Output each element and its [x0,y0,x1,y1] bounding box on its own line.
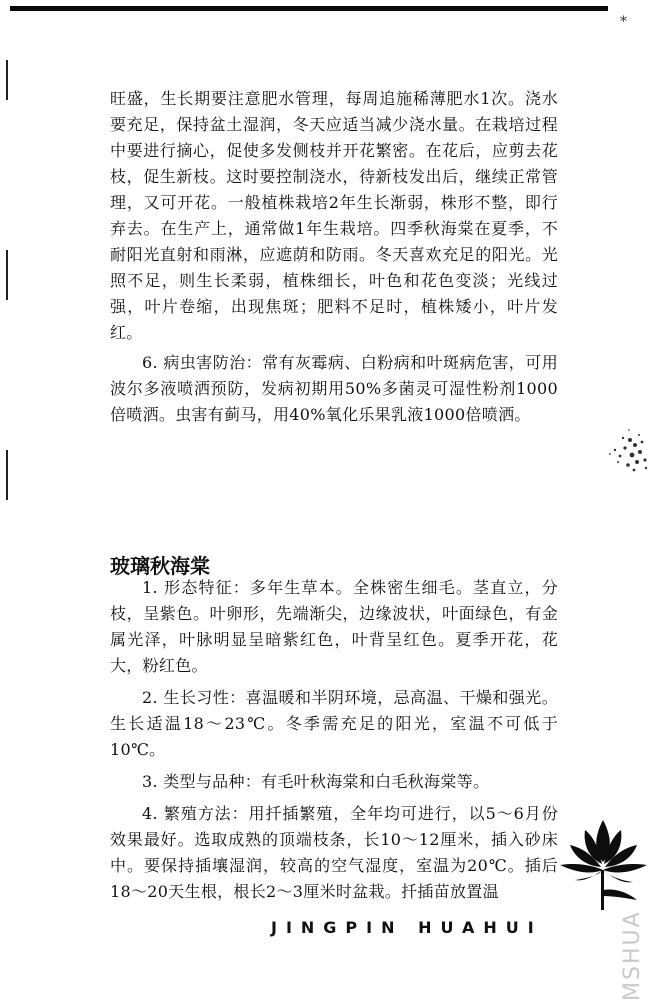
top-mark: * [620,14,627,30]
body-text-top [110,86,558,428]
watermark-text: MSHUA [620,910,645,1001]
body-text-section [110,575,558,905]
paragraph: 6. 病虫害防治：常有灰霉病、白粉病和叶斑病危害，可用波尔多液喷洒预防，发病初期用50%多菌灵可湿性粉剂1000倍喷洒。虫害有蓟马，用40%氧化乐果乳液1000倍喷洒。 [110,353,558,424]
paragraph: 1. 形态特征：多年生草本。全株密生细毛。茎直立，分枝，呈紫色。叶卵形，先端渐尖，边缘波状，叶面绿色，有金属光泽，叶脉明显呈暗紫红色，叶背呈红色。夏季开花，花大，粉红色。 [110,578,558,675]
section-title: 玻璃秋海棠 [110,554,210,578]
margin-line [6,450,8,500]
top-rule [10,6,608,11]
paragraph: 3. 类型与品种：有毛叶秋海棠和白毛秋海棠等。 [142,772,490,791]
halftone-decoration [590,420,650,480]
margin-line [6,250,8,300]
paragraph: 4. 繁殖方法：用扦插繁殖，全年均可进行，以5～6月份效果最好。选取成熟的顶端枝条，长10～12厘米，插入砂床中。要保持插壤湿润，较高的空气湿度，室温为20℃。插后18～20天生根，根长2～3厘米时盆栽。扦插苗放置温 [110,804,558,901]
paragraph: 2. 生长习性：喜温暖和半阴环境，忌高温、干燥和强光。生长适温18～23℃。冬季需充足的阳光，室温不可低于10℃。 [110,688,558,759]
paragraph: 旺盛，生长期要注意肥水管理，每周追施稀薄肥水1次。浇水要充足，保持盆土湿润，冬天应适当减少浇水量。在栽培过程中要进行摘心，促使多发侧枝并开花繁密。在花后，应剪去花枝，促生新枝。这时要控制浇水，待新枝发出后，继续正常管理，又可开花。一般植株栽培2年生长渐弱，株形不整，即行弃去。在生产上，通常做1年生栽培。四季秋海棠在夏季，不耐阳光直射和雨淋，应遮荫和防雨。冬天喜欢充足的阳光。光照不足，则生长柔弱，植株细长，叶色和花色变淡；光线过强，叶片卷缩，出现焦斑；肥料不足时，植株矮小，叶片发红。 [110,89,558,342]
margin-line [6,60,8,100]
footer-running-title: JINGPIN HUAHUI [271,918,543,937]
